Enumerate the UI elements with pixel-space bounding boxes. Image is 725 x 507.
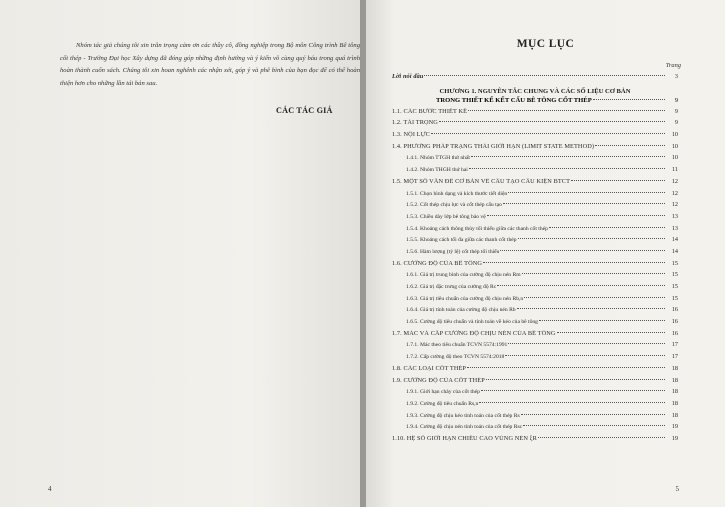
toc-entry-page: 19	[671, 434, 678, 442]
toc-entry-label: 1.9.2. Cường độ tiêu chuẩn Rs,n	[406, 400, 479, 407]
toc-entry-label: 1.6.3. Giá trị tiêu chuẩn của cường độ chịu nén Rb,n	[406, 295, 524, 302]
toc-entry	[392, 213, 678, 225]
dot-leader	[522, 273, 665, 274]
toc-entry-page: 15	[671, 271, 678, 279]
toc-entry-page: 9	[674, 119, 678, 127]
dot-leader	[571, 180, 665, 181]
toc-entry-label: 1.6.4. Giá trị tính toán của cường độ chịu nén Rb	[406, 307, 516, 314]
toc-entries	[392, 108, 678, 447]
toc-entry-label: 1.4.2. Nhóm THGH thứ hai	[406, 167, 468, 174]
dot-leader	[469, 168, 665, 169]
toc-entry	[392, 435, 678, 447]
right-page	[366, 0, 725, 507]
toc-entry	[392, 377, 678, 389]
dot-leader	[467, 367, 665, 368]
dot-leader	[539, 320, 665, 321]
dot-leader	[523, 425, 665, 426]
toc-entry	[392, 423, 678, 435]
acknowledgement-paragraph: Nhóm tác giả chúng tôi xin trân trọng cảm ơn các thầy cô, đồng nghiệp trong Bộ môn Công trình Bê tông cốt thép - Trường Đại học Xây dựng đã đóng góp những định hướng và ý kiến vô cùng quý báu trong quá trình hoàn thành cuốn sách. Chúng tôi xin hoan nghênh các nhận xét, góp ý và phê bình của bạn đọc để có thể hoàn thiện hơn cho những lần tái bản sau.	[60, 42, 360, 87]
toc-entry-label: 1.8. CÁC LOẠI CỐT THÉP	[392, 364, 467, 372]
dot-leader	[468, 110, 665, 111]
toc-entry-label: 1.5.5. Khoảng cách tối đa giữa các thanh cốt thép	[406, 237, 517, 244]
toc-entry	[392, 400, 678, 412]
toc-entry	[392, 341, 678, 353]
toc-entry	[392, 108, 678, 120]
toc-entry-label: 1.4.1. Nhóm TTGH thứ nhất	[406, 155, 470, 162]
toc-title: MỤC LỤC	[516, 38, 575, 50]
dot-leader	[508, 343, 665, 344]
dot-leader	[431, 133, 665, 134]
toc-entry-label: 1.5.6. Hàm lượng (tỷ lệ) cốt thép tối thiểu	[406, 248, 500, 255]
dot-leader	[471, 156, 665, 157]
toc-entry-label: 1.4. PHƯƠNG PHÁP TRẠNG THÁI GIỚI HẠN (LIMIT STATE METHOD)	[392, 142, 595, 150]
authors-signature: CÁC TÁC GIẢ	[276, 106, 333, 115]
dot-leader	[483, 262, 665, 263]
dot-leader	[593, 99, 665, 100]
toc-entry	[392, 353, 678, 365]
toc-entry	[392, 225, 678, 237]
toc-entry-page: 18	[671, 388, 678, 396]
toc-entry-label: 1.10. HỆ SỐ GIỚI HẠN CHIỀU CAO VÙNG NÉN ξR	[392, 434, 537, 442]
page-column-label: Trang	[665, 62, 681, 69]
toc-entry-label: 1.5. MỘT SỐ VẤN ĐỀ CƠ BẢN VỀ CẤU TẠO CẤU KIỆN BTCT	[392, 177, 571, 185]
chapter-page: 9	[674, 96, 678, 104]
toc-entry	[392, 412, 678, 424]
toc-entry-label: 1.7.1. Mác theo tiêu chuẩn TCVN 5574:1991	[406, 342, 508, 349]
toc-entry	[392, 178, 678, 190]
toc-entry	[392, 271, 678, 283]
toc-entry	[392, 154, 678, 166]
toc-entry-page: 10	[671, 154, 678, 162]
toc-entry-page: 12	[671, 177, 678, 185]
toc-entry-page: 15	[671, 259, 678, 267]
toc-entry-page: 18	[671, 399, 678, 407]
chapter-heading-line2: TRONG THIẾT KẾ KẾT CẤU BÊ TÔNG CỐT THÉP	[436, 96, 592, 104]
toc-entry	[392, 143, 678, 155]
toc-entry-label: 1.6.1. Giá trị trung bình của cường độ chịu nén Rm	[406, 272, 521, 279]
toc-entry-label: 1.5.1. Chọn hình dạng và kích thước tiết diện	[406, 190, 508, 197]
toc-entry	[392, 318, 678, 330]
page-number-right: 5	[675, 485, 679, 493]
toc-entry-page: 9	[674, 107, 678, 115]
toc-entry	[392, 236, 678, 248]
toc-entry-page: 19	[671, 423, 678, 431]
toc-entry-label: 1.6. CƯỜNG ĐỘ CỦA BÊ TÔNG	[392, 259, 483, 267]
toc-entry-label: 1.2. TẢI TRỌNG	[392, 119, 438, 127]
dot-leader	[505, 355, 665, 356]
toc-entry-page: 18	[671, 364, 678, 372]
toc-entry-page: 15	[671, 294, 678, 302]
toc-entry-page: 3	[674, 73, 678, 80]
toc-entry-page: 17	[671, 341, 678, 349]
toc-entry-intro	[392, 73, 678, 85]
dot-leader	[486, 379, 665, 380]
toc-entry-label: 1.5.3. Chiều dày lớp bê tông bảo vệ	[406, 213, 486, 220]
toc-entry	[392, 260, 678, 272]
dot-leader	[521, 414, 665, 415]
toc-entry	[392, 248, 678, 260]
toc-entry-page: 11	[672, 166, 678, 174]
toc-entry-label: 1.9. CƯỜNG ĐỘ CỦA CỐT THÉP	[392, 376, 485, 384]
dot-leader	[538, 437, 665, 438]
toc-entry	[392, 166, 678, 178]
toc-entry-page: 12	[671, 189, 678, 197]
toc-entry	[392, 306, 678, 318]
toc-entry-page: 17	[671, 353, 678, 361]
toc-entry-label: 1.9.1. Giới hạn chảy của cốt thép	[406, 389, 480, 396]
dot-leader	[549, 227, 665, 228]
toc-entry-page: 14	[671, 247, 678, 255]
dot-leader	[503, 203, 665, 204]
toc-entry-page: 15	[671, 283, 678, 290]
toc-entry-label: 1.9.4. Cường độ chịu nén tính toán của cốt thép Rsc	[406, 424, 523, 431]
toc-entry-page: 13	[671, 212, 678, 220]
toc-entry-page: 16	[671, 306, 678, 314]
left-page	[0, 0, 360, 507]
chapter-heading-line2-row	[392, 97, 678, 108]
table-of-contents	[392, 73, 678, 447]
dot-leader	[595, 145, 665, 146]
dot-leader	[497, 285, 665, 286]
toc-entry	[392, 283, 678, 295]
toc-entry-page: 12	[671, 201, 678, 209]
dot-leader	[524, 297, 665, 298]
toc-entry-page: 16	[671, 329, 678, 337]
dot-leader	[557, 332, 665, 333]
toc-entry-label: 1.7.2. Cấp cường độ theo TCVN 5574:2018	[406, 354, 505, 361]
toc-entry-label: 1.6.2. Giá trị đặc trưng của cường độ Rc	[406, 284, 497, 290]
dot-leader	[500, 250, 665, 251]
toc-entry-label: Lời nói đầu	[392, 73, 424, 80]
dot-leader	[517, 308, 665, 309]
toc-entry-page: 10	[671, 131, 678, 139]
page-number-left: 4	[48, 485, 52, 493]
toc-entry-page: 10	[671, 142, 678, 150]
dot-leader	[479, 402, 665, 403]
toc-entry-page: 14	[671, 236, 678, 244]
toc-entry-label: 1.9.3. Cường độ chịu kéo tính toán của cốt thép Rs	[406, 412, 520, 419]
toc-entry	[392, 190, 678, 202]
dot-leader	[518, 238, 665, 239]
toc-entry-label: 1.6.5. Cường độ tiêu chuẩn và tính toán về kéo của bê tông	[406, 319, 538, 326]
toc-entry	[392, 131, 678, 143]
toc-entry-page: 16	[671, 318, 678, 326]
toc-entry-page: 18	[671, 411, 678, 419]
dot-leader	[424, 75, 665, 76]
toc-entry	[392, 295, 678, 307]
toc-entry	[392, 201, 678, 213]
toc-entry-page: 13	[671, 224, 678, 232]
chapter-heading-line1: CHƯƠNG 1. NGUYÊN TẮC CHUNG VÀ CÁC SỐ LIỆU CƠ BẢN	[439, 87, 631, 95]
dot-leader	[439, 121, 665, 122]
toc-entry-label: 1.1. CÁC BƯỚC THIẾT KẾ	[392, 107, 468, 115]
toc-entry-label: 1.5.2. Cốt thép chịu lực và cốt thép cấu tạo	[406, 202, 502, 209]
toc-entry	[392, 388, 678, 400]
toc-entry-label: 1.3. NỘI LỰC	[392, 131, 430, 139]
toc-entry	[392, 365, 678, 377]
dot-leader	[487, 215, 665, 216]
dot-leader	[508, 192, 665, 193]
toc-entry	[392, 330, 678, 342]
toc-entry-label: 1.7. MÁC VÀ CẤP CƯỜNG ĐỘ CHỊU NÉN CỦA BÊ TÔNG	[392, 329, 556, 337]
toc-entry	[392, 119, 678, 131]
toc-entry-label: 1.5.4. Khoảng cách thông thủy tối thiểu giữa các thanh cốt thép	[406, 225, 548, 232]
toc-entry-page: 18	[671, 376, 678, 384]
dot-leader	[481, 390, 665, 391]
